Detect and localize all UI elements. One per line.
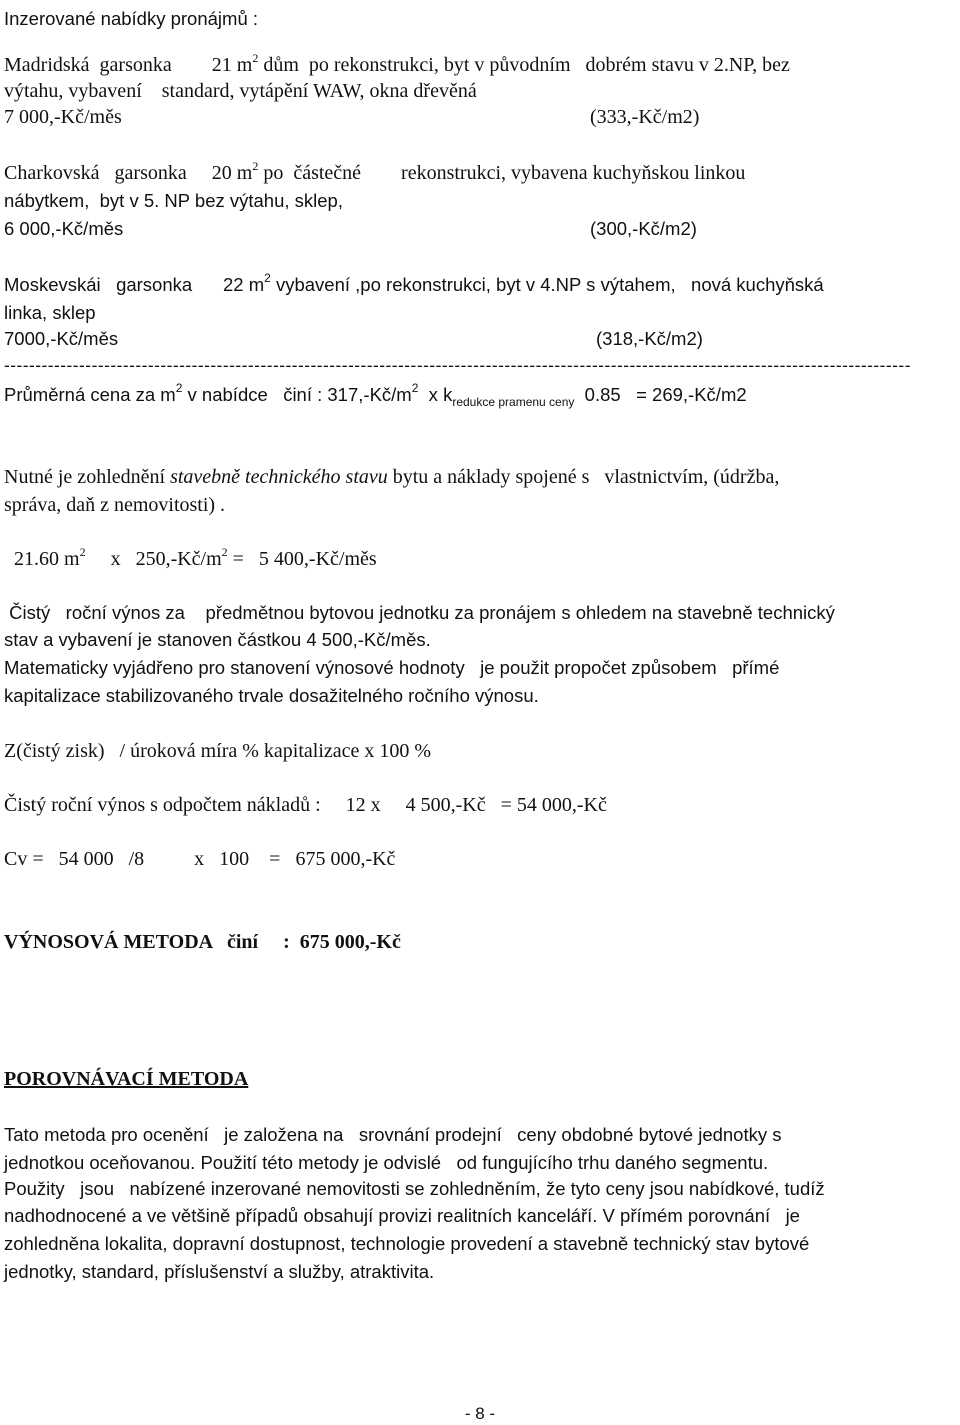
offer-1-price: 7 000,-Kč/měs [4, 106, 122, 128]
note-emphasis: stavebně technického stavu [170, 466, 388, 488]
offer-2-area: 20 m [211, 162, 253, 184]
income-method-result: VÝNOSOVÁ METODA činí : 675 000,-Kč [4, 931, 401, 953]
offer-3-line-1: Moskevskái garsonka 22 $m^2$ vybavení ,po rekonstrukci, byt v 4.NP s výtahem, nová kuchyňská [4, 271, 824, 295]
yield-line-4: kapitalizace stabilizovaného trvale dosažitelného ročního výnosu. [4, 685, 539, 706]
offer-1-per-m2: (333,-Kč/m2) [590, 106, 700, 128]
offer-2-price-row [4, 216, 956, 242]
offer-2-desc: po částečné rekonstrukci, vybavena kuchyňskou linkou [263, 162, 746, 184]
note-line-2: správa, daň z nemovitosti) . [4, 494, 226, 516]
offer-1-line-2: výtahu, vybavení standard, vytápění WAW, okna dřevěná [4, 80, 477, 102]
offer-3-line-2: linka, sklep [4, 302, 96, 323]
capitalization-formula: Z(čistý zisk) / úroková míra % kapitalizace x 100 % [4, 740, 432, 762]
comparative-line-2: jednotkou oceňovanou. Použití této metody je odvislé od fungujícího trhu daného segmentu. [4, 1152, 769, 1173]
offers-heading: Inzerované nabídky pronájmů : [4, 8, 259, 29]
offer-1-desc: dům po rekonstrukci, byt v původním dobrém stavu v 2.NP, bez [263, 54, 790, 76]
offer-2-type: garsonka [114, 162, 187, 184]
offer-3-per-m2: (318,-Kč/m2) [596, 328, 703, 349]
page-number: - 8 - [464, 1404, 496, 1423]
comparative-line-3: Použity jsou nabízené inzerované nemovitosti se zohledněním, že tyto ceny jsou nabídkové, tudíž [4, 1178, 825, 1199]
rent-calculation: 21.60 $m^2$ x $250,-Kč/m^2 = 5$ 400,-Kč/měs [4, 545, 377, 570]
offer-2-line-2: nábytkem, byt v 5. NP bez výtahu, sklep, [4, 190, 343, 211]
note-line-1: Nutné je zohlednění stavebně technického stavu bytu a náklady spojené s vlastnictvím, (údržba, [4, 466, 780, 488]
offer-1-street: Madridská [4, 54, 90, 76]
offer-3-street: Moskevskái [4, 274, 101, 295]
cv-calculation: Cv = 54 000 /8 x 100 = 675 000,-Kč [4, 848, 396, 870]
yield-line-3: Matematicky vyjádřeno pro stanovení výnosové hodnoty je použit propočet způsobem přímé [4, 657, 780, 678]
offer-3-area: 22 m [223, 274, 265, 295]
comparative-line-6: jednotky, standard, příslušenství a služby, atraktivita. [4, 1261, 435, 1282]
separator-line: ------------------------------------------------------------------------------------------------------------------------------------------------- [4, 355, 911, 375]
offer-3-desc: vybavení ,po rekonstrukci, byt v 4.NP s výtahem, nová kuchyňská [275, 274, 824, 295]
comparative-line-1: Tato metoda pro ocenění je založena na srovnání prodejní ceny obdobné bytové jednotky s [4, 1124, 782, 1145]
yield-line-2: stav a vybavení je stanoven částkou 4 500,-Kč/měs. [4, 629, 431, 650]
comparative-method-title: POROVNÁVACÍ METODA [4, 1068, 249, 1090]
offer-3-type: garsonka [116, 274, 193, 295]
yield-line-1: Čistý roční výnos za předmětnou bytovou jednotku za pronájem s ohledem na stavebně technický [4, 602, 835, 623]
offer-1-line-1: Madridská garsonka 21 $m^2$ dům po rekonstrukci, byt v původním dobrém stavu v 2.NP, bez [4, 51, 790, 76]
offer-1-type: garsonka [99, 54, 172, 76]
comparative-line-5: zohledněna lokalita, dopravní dostupnost, technologie provedení a stavebně technický stav bytové [4, 1233, 810, 1254]
offer-3-price: 7000,-Kč/měs [4, 328, 119, 349]
offer-1-price-row [4, 104, 956, 130]
offer-1-area: 21 m [211, 54, 253, 76]
net-yield-calculation: Čistý roční výnos s odpočtem nákladů : 12 x 4 500,-Kč = 54 000,-Kč [4, 794, 607, 816]
comparative-line-4: nadhodnocené a ve většině případů obsahují provizi realitních kanceláří. V přímém porovnání je [4, 1205, 800, 1226]
offer-2-line-1: Charkovská garsonka 20 $m^2$ po částečné rekonstrukci, vybavena kuchyňskou linkou [4, 159, 746, 184]
offer-3-price-row [4, 326, 956, 352]
offer-2-price: 6 000,-Kč/měs [4, 218, 124, 239]
offer-2-per-m2: (300,-Kč/m2) [590, 218, 697, 239]
average-price-line: Průměrná cena za $m^2$ v nabídce činí : $317,-Kč/m^2$ x $k_{redukce pramenu ceny}$ 0.85 = 269,-Kč/m2 [4, 381, 747, 409]
offer-2-street: Charkovská [4, 162, 100, 184]
